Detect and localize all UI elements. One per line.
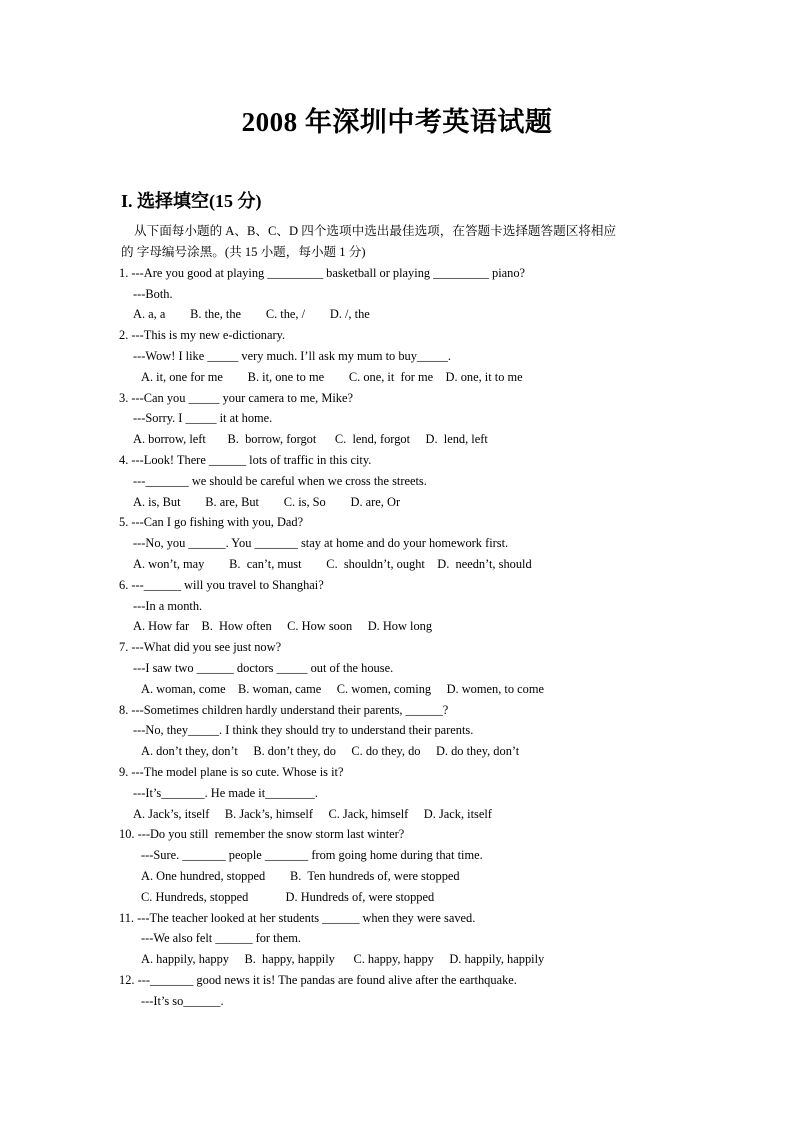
question-2: 2. ---This is my new e-dictionary. bbox=[119, 328, 286, 342]
question-7-options: A. woman, come B. woman, came C. women, coming D. women, to come bbox=[141, 682, 544, 696]
question-10-options-2: C. Hundreds, stopped D. Hundreds of, were stopped bbox=[141, 890, 435, 904]
question-3-response: ---Sorry. I _____ it at home. bbox=[133, 411, 273, 425]
question-9-response: ---It’s_______. He made it________. bbox=[133, 786, 318, 800]
question-9-options: A. Jack’s, itself B. Jack’s, himself C. Jack, himself D. Jack, itself bbox=[133, 807, 492, 821]
question-2-options: A. it, one for me B. it, one to me C. one, it for me D. one, it to me bbox=[141, 370, 523, 384]
question-12: 12. ---_______ good news it is! The pandas are found alive after the earthquake. bbox=[119, 973, 517, 987]
question-8: 8. ---Sometimes children hardly understand their parents, ______? bbox=[119, 703, 449, 717]
question-1-options: A. a, a B. the, the C. the, / D. /, the bbox=[133, 307, 370, 321]
question-11: 11. ---The teacher looked at her students ______ when they were saved. bbox=[119, 911, 476, 925]
question-1-response: ---Both. bbox=[133, 287, 173, 301]
question-8-options: A. don’t they, don’t B. don’t they, do C. do they, do D. do they, don’t bbox=[141, 744, 520, 758]
question-3-options: A. borrow, left B. borrow, forgot C. lend, forgot D. lend, left bbox=[133, 432, 488, 446]
question-9: 9. ---The model plane is so cute. Whose is it? bbox=[119, 765, 344, 779]
instruction-line-1: 从下面每小题的 A、B、C、D 四个选项中选出最佳选项，在答题卡选择题答题区将相应 bbox=[134, 224, 617, 238]
question-10-options-1: A. One hundred, stopped B. Ten hundreds of, were stopped bbox=[141, 869, 460, 883]
instruction-line-2: 的 字母编号涂黑。(共 15 小题，每小题 1 分) bbox=[121, 245, 366, 259]
question-12-response: ---It’s so______. bbox=[141, 994, 224, 1008]
question-4-options: A. is, But B. are, But C. is, So D. are, Or bbox=[133, 495, 401, 509]
question-2-response: ---Wow! I like _____ very much. I’ll ask my mum to buy_____. bbox=[133, 349, 452, 363]
section-heading: I. 选择填空(15 分) bbox=[121, 191, 262, 211]
question-6-options: A. How far B. How often C. How soon D. How long bbox=[133, 619, 433, 633]
question-6: 6. ---______ will you travel to Shanghai? bbox=[119, 578, 324, 592]
question-8-response: ---No, they_____. I think they should try to understand their parents. bbox=[133, 723, 474, 737]
question-10-response: ---Sure. _______ people _______ from going home during that time. bbox=[141, 848, 483, 862]
question-5: 5. ---Can I go fishing with you, Dad? bbox=[119, 515, 304, 529]
question-5-options: A. won’t, may B. can’t, must C. shouldn’t, ought D. needn’t, should bbox=[133, 557, 532, 571]
question-4-response: ---_______ we should be careful when we cross the streets. bbox=[133, 474, 427, 488]
question-7-response: ---I saw two ______ doctors _____ out of the house. bbox=[133, 661, 394, 675]
question-5-response: ---No, you ______. You _______ stay at home and do your homework first. bbox=[133, 536, 509, 550]
page-title: 2008 年深圳中考英语试题 bbox=[241, 107, 553, 137]
question-10: 10. ---Do you still remember the snow storm last winter? bbox=[119, 827, 405, 841]
question-1: 1. ---Are you good at playing _________ basketball or playing _________ piano? bbox=[119, 266, 526, 280]
question-7: 7. ---What did you see just now? bbox=[119, 640, 282, 654]
question-3: 3. ---Can you _____ your camera to me, Mike? bbox=[119, 391, 353, 405]
question-6-response: ---In a month. bbox=[133, 599, 203, 613]
question-11-options: A. happily, happy B. happy, happily C. happy, happy D. happily, happily bbox=[141, 952, 545, 966]
question-4: 4. ---Look! There ______ lots of traffic in this city. bbox=[119, 453, 372, 467]
question-11-response: ---We also felt ______ for them. bbox=[141, 931, 302, 945]
